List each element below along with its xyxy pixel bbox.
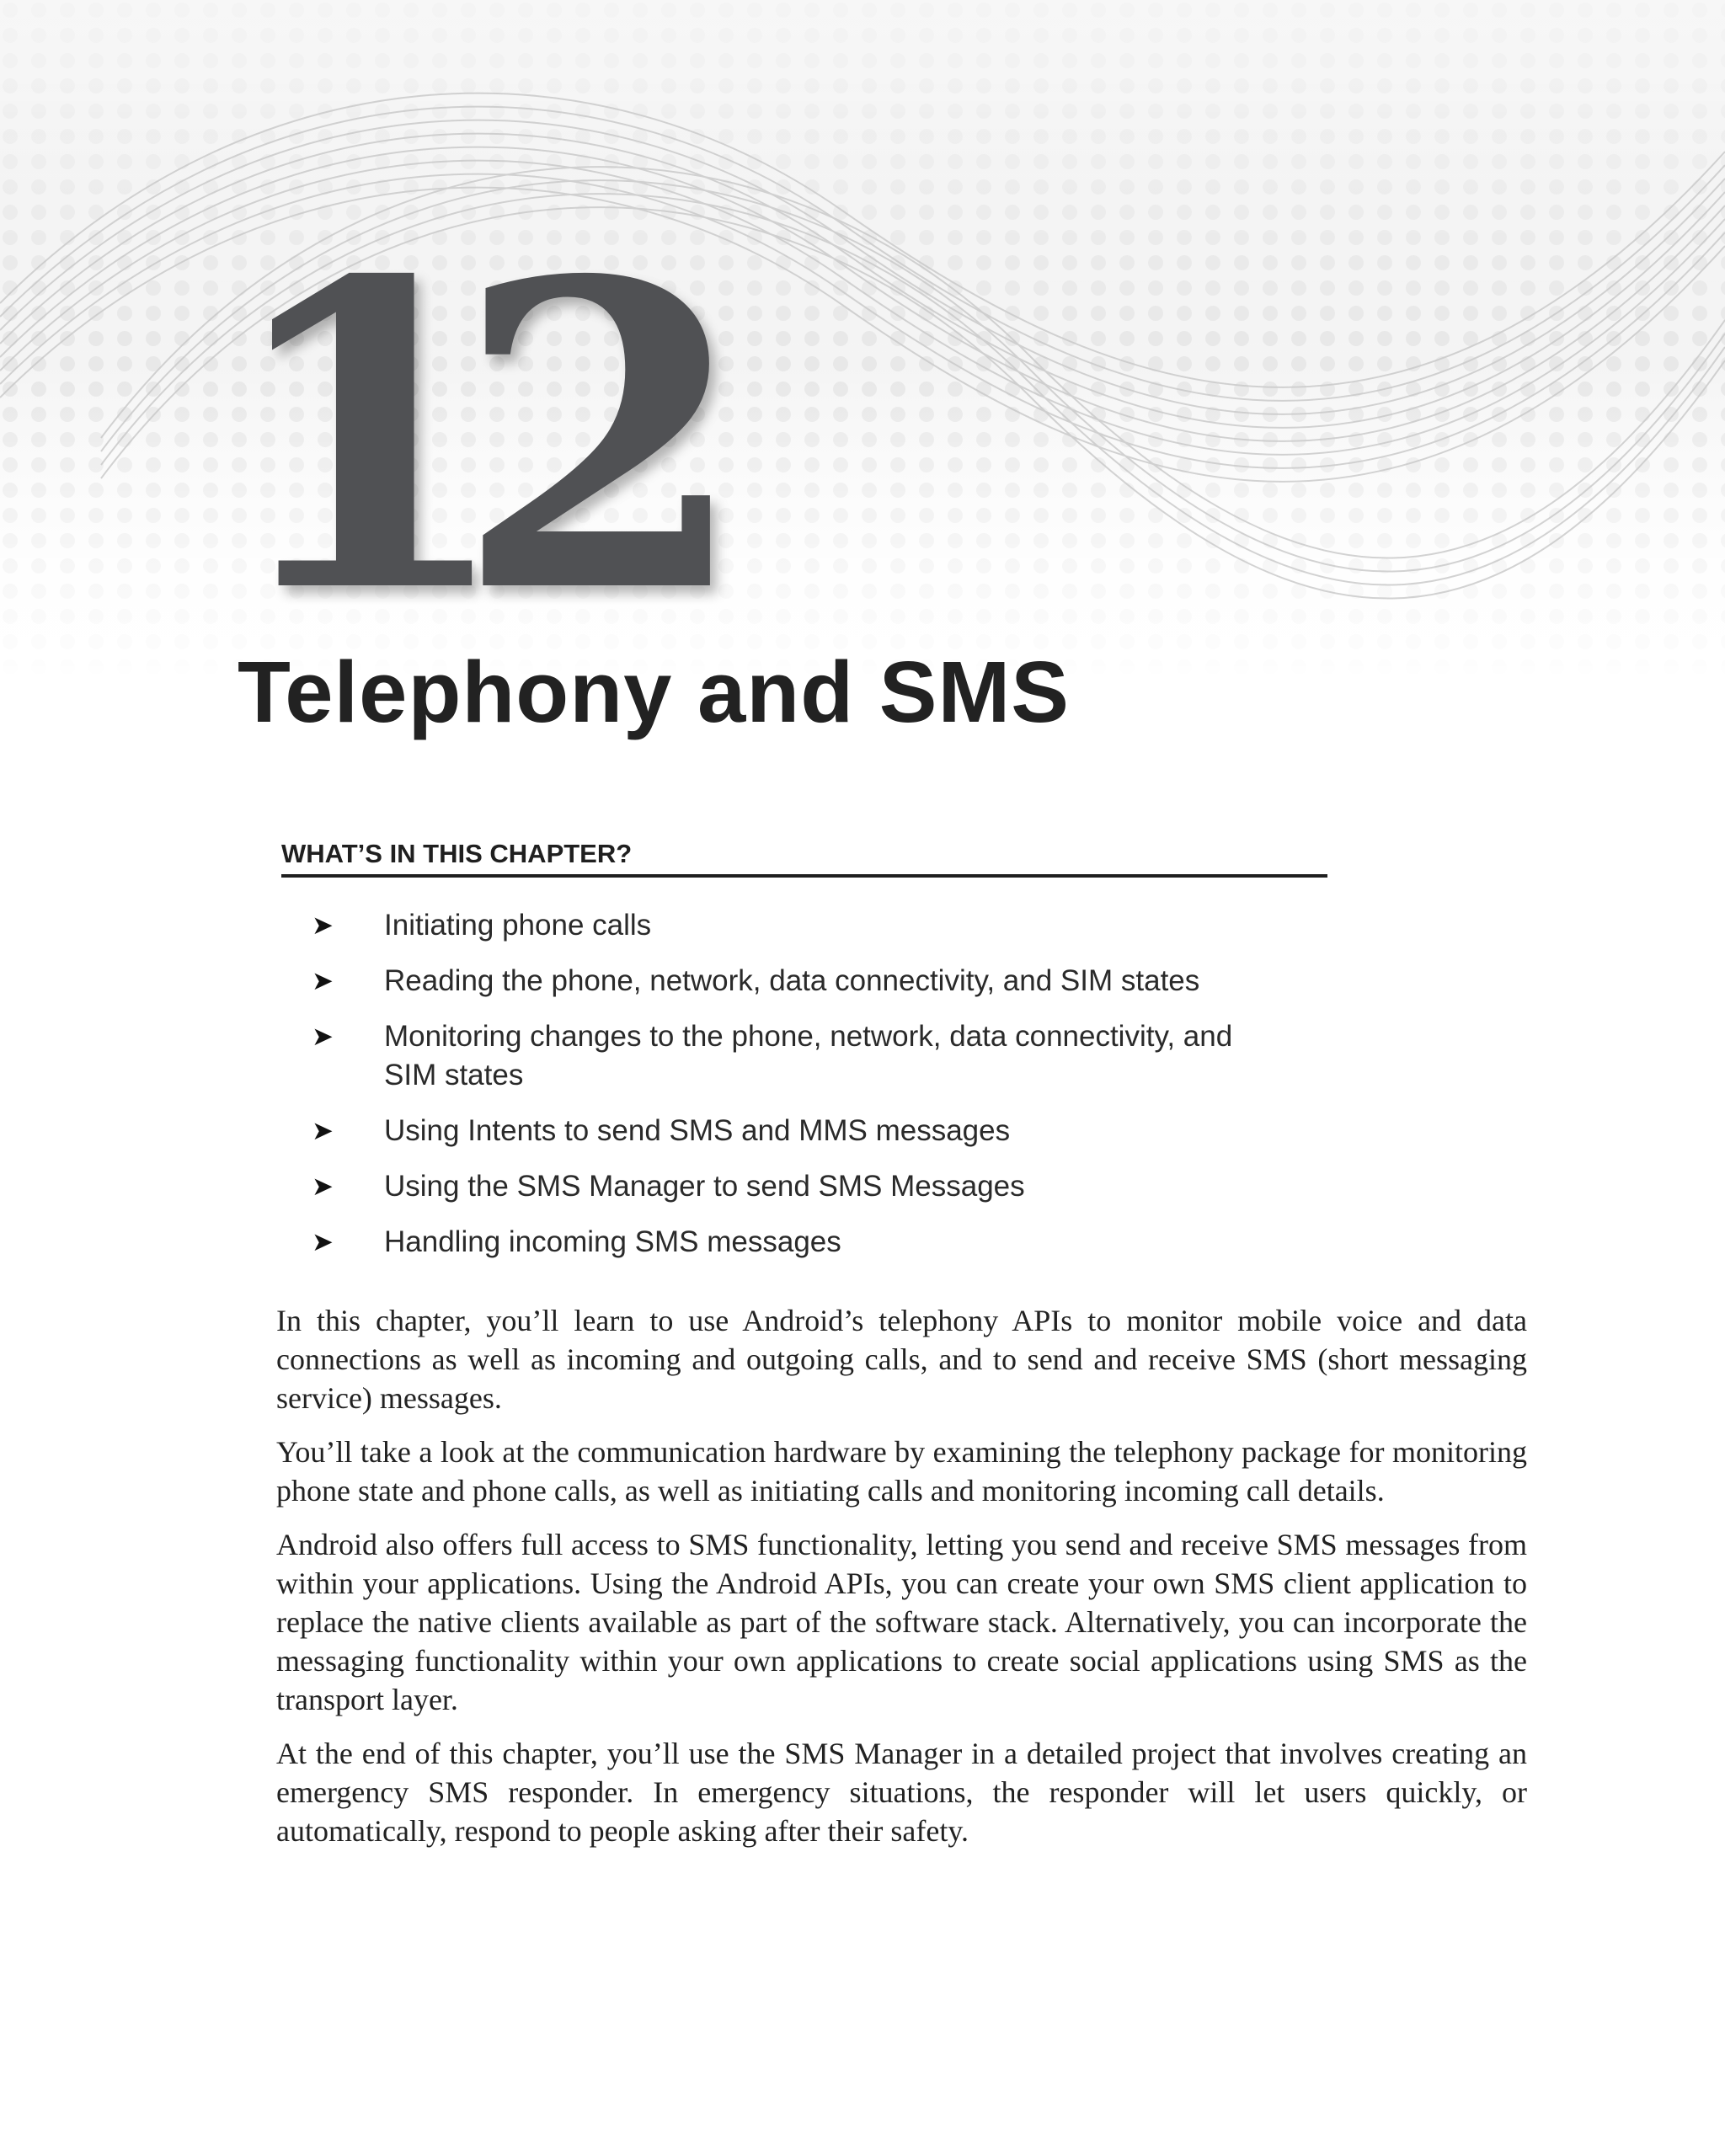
topic-item — [281, 962, 1327, 1001]
topic-text: Handling incoming SMS messages — [384, 1225, 841, 1259]
topic-item — [281, 1223, 1327, 1262]
topic-item — [281, 1167, 1327, 1206]
chapter-number: 12 — [221, 190, 689, 685]
topic-text: Reading the phone, network, data connectivity, and SIM states — [384, 964, 1200, 998]
topic-text: Monitoring changes to the phone, network, data connectivity, and SIM states — [384, 1020, 1233, 1092]
body-paragraph: In this chapter, you’ll learn to use Android’s telephony APIs to monitor mobile voice and data connections as well as incoming and outgoing calls, and to send and receive SMS (short messaging service) messages. — [276, 1304, 1527, 1415]
arrow-bullet-icon: ➤ — [312, 966, 334, 996]
topic-text: Using Intents to send SMS and MMS messages — [384, 1114, 1011, 1148]
arrow-bullet-icon: ➤ — [312, 1171, 334, 1202]
chapter-box-heading: WHAT’S IN THIS CHAPTER? — [281, 838, 1327, 878]
topic-item — [281, 906, 1327, 945]
chapter-title: Telephony and SMS — [238, 643, 1070, 740]
arrow-bullet-icon: ➤ — [312, 1116, 334, 1146]
topic-item — [281, 1017, 1327, 1095]
topic-item — [281, 1112, 1327, 1150]
arrow-bullet-icon: ➤ — [312, 1022, 334, 1052]
chapter-contents-box — [281, 838, 1327, 1278]
chapter-topic-list — [281, 878, 1327, 1262]
body-paragraph: Android also offers full access to SMS functionality, letting you send and receive SMS messages from within your applications. Using the Android APIs, you can create your own SMS client application to replace the native clients available as part of the software stack. Alternatively, you can incorporate the messaging functionality within your own applications to create social applications using SMS as the transport layer. — [276, 1528, 1527, 1716]
body-paragraph: At the end of this chapter, you’ll use the SMS Manager in a detailed project that involves creating an emergency SMS responder. In emergency situations, the responder will let users quickly, or automatically, respond to people asking after their safety. — [276, 1737, 1527, 1848]
topic-text: Initiating phone calls — [384, 909, 652, 942]
topic-text: Using the SMS Manager to send SMS Messages — [384, 1170, 1025, 1203]
chapter-body — [276, 1301, 1527, 1865]
body-paragraph: You’ll take a look at the communication hardware by examining the telephony package for monitoring phone state and phone calls, as well as initiating calls and monitoring incoming call details. — [276, 1435, 1527, 1508]
arrow-bullet-icon: ➤ — [312, 910, 334, 941]
arrow-bullet-icon: ➤ — [312, 1227, 334, 1257]
